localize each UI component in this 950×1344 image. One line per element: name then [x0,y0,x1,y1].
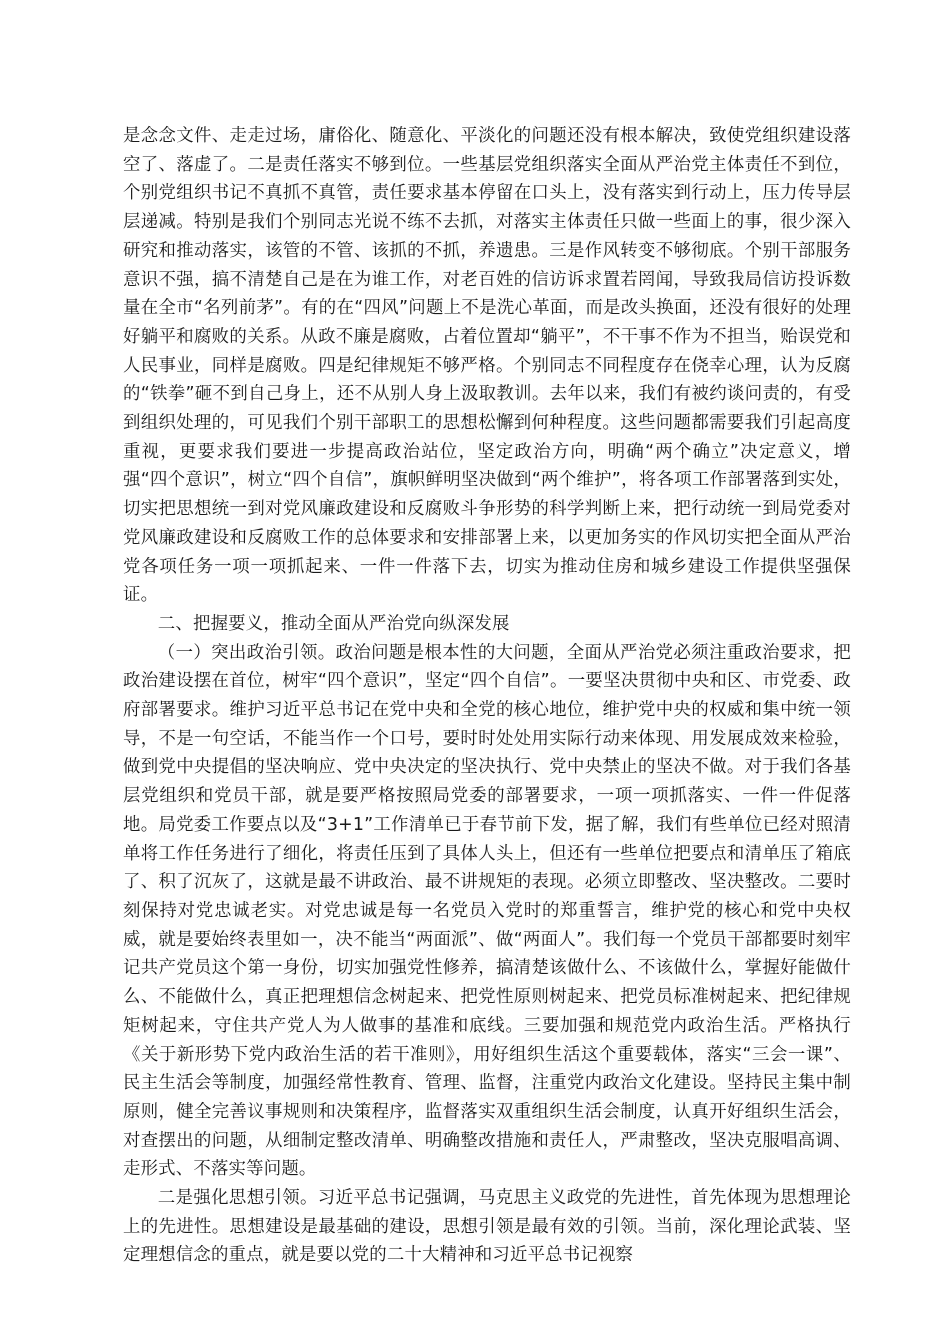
body-paragraph: 二是强化思想引领。习近平总书记强调，马克思主义政党的先进性，首先体现为思想理论上的先进性。思想建设是最基础的建设，思想引领是最有效的引领。当前，深化理论武装、坚定理想信念的重点，就是要以党的二十大精神和习近平总书记视察 [123,1188,851,1266]
body-paragraph-continued: 是念念文件、走走过场，庸俗化、随意化、平淡化的问题还没有根本解决，致使党组织建设落空了、落虚了。二是责任落实不够到位。一些基层党组织落实全面从严治党主体责任不到位，个别党组织书记不真抓不真管，责任要求基本停留在口头上，没有落实到行动上，压力传导层层递减。特别是我们个别同志光说不练不去抓，对落实主体责任只做一些面上的事，很少深入研究和推动落实，该管的不管、该抓的不抓，养遗患。三是作风转变不够彻底。个别干部服务意识不强，搞不清楚自己是在为谁工作，对老百姓的信访诉求置若罔闻，导致我局信访投诉数量在全市“名列前茅”。有的在“四风”问题上不是洗心革面，而是改头换面，还没有很好的处理好躺平和腐败的关系。从政不廉是腐败，占着位置却“躺平”，不干事不作为不担当，贻误党和人民事业，同样是腐败。四是纪律规矩不够严格。个别同志不同程度存在侥幸心理，认为反腐的“铁拳”砸不到自己身上，还不从别人身上汲取教训。去年以来，我们有被约谈问责的，有受到组织处理的，可见我们个别干部职工的思想松懈到何种程度。这些问题都需要我们引起高度重视，更要求我们要进一步提高政治站位，坚定政治方向，明确“两个确立”决定意义，增强“四个意识”，树立“四个自信”，旗帜鲜明坚决做到“两个维护”，将各项工作部署落到实处，切实把思想统一到对党风廉政建设和反腐败斗争形势的科学判断上来，把行动统一到局党委对党风廉政建设和反腐败工作的总体要求和安排部署上来，以更加务实的作风切实把全面从严治党各项任务一项一项抓起来、一件一件落下去，切实为推动住房和城乡建设工作提供坚强保证。 [123,126,851,606]
document-body [123,122,851,1270]
body-paragraph: （一）突出政治引领。政治问题是根本性的大问题，全面从严治党必须注重政治要求，把政治建设摆在首位，树牢“四个意识”，坚定“四个自信”。一要坚决贯彻中央和区、市党委、政府部署要求。维护习近平总书记在党中央和全党的核心地位，维护党中央的权威和集中统一领导，不是一句空话，不能当作一个口号，要时时处处用实际行动来体现、用发展成效来检验，做到党中央提倡的坚决响应、党中央决定的坚决执行、党中央禁止的坚决不做。对于我们各基层党组织和党员干部，就是要严格按照局党委的部署要求，一项一项抓落实、一件一件促落地。局党委工作要点以及“3+1”工作清单已于春节前下发，据了解，我们有些单位已经对照清单将工作任务进行了细化，将责任压到了具体人头上，但还有一些单位把要点和清单压了箱底了、积了沉灰了，这就是最不讲政治、最不讲规矩的表现。必须立即整改、坚决整改。二要时刻保持对党忠诚老实。对党忠诚是每一名党员入党时的郑重誓言，维护党的核心和党中央权威，就是要始终表里如一，决不能当“两面派”、做“两面人”。我们每一个党员干部都要时刻牢记共产党员这个第一身份，切实加强党性修养，搞清楚该做什么、不该做什么，掌握好能做什么、不能做什么，真正把理想信念树起来、把党性原则树起来、把党员标准树起来、把纪律规矩树起来，守住共产党人为人做事的基准和底线。三要加强和规范党内政治生活。严格执行《关于新形势下党内政治生活的若干准则》，用好组织生活这个重要载体，落实“三会一课”、民主生活会等制度，加强经常性教育、管理、监督，注重党内政治文化建设。坚持民主集中制原则，健全完善议事规则和决策程序，监督落实双重组织生活会制度，认真开好组织生活会，对查摆出的问题，从细制定整改清单、明确整改措施和责任人，严肃整改，坚决克服唱高调、走形式、不落实等问题。 [123,642,851,1180]
section-heading: 二、把握要义，推动全面从严治党向纵深发展 [157,613,510,634]
